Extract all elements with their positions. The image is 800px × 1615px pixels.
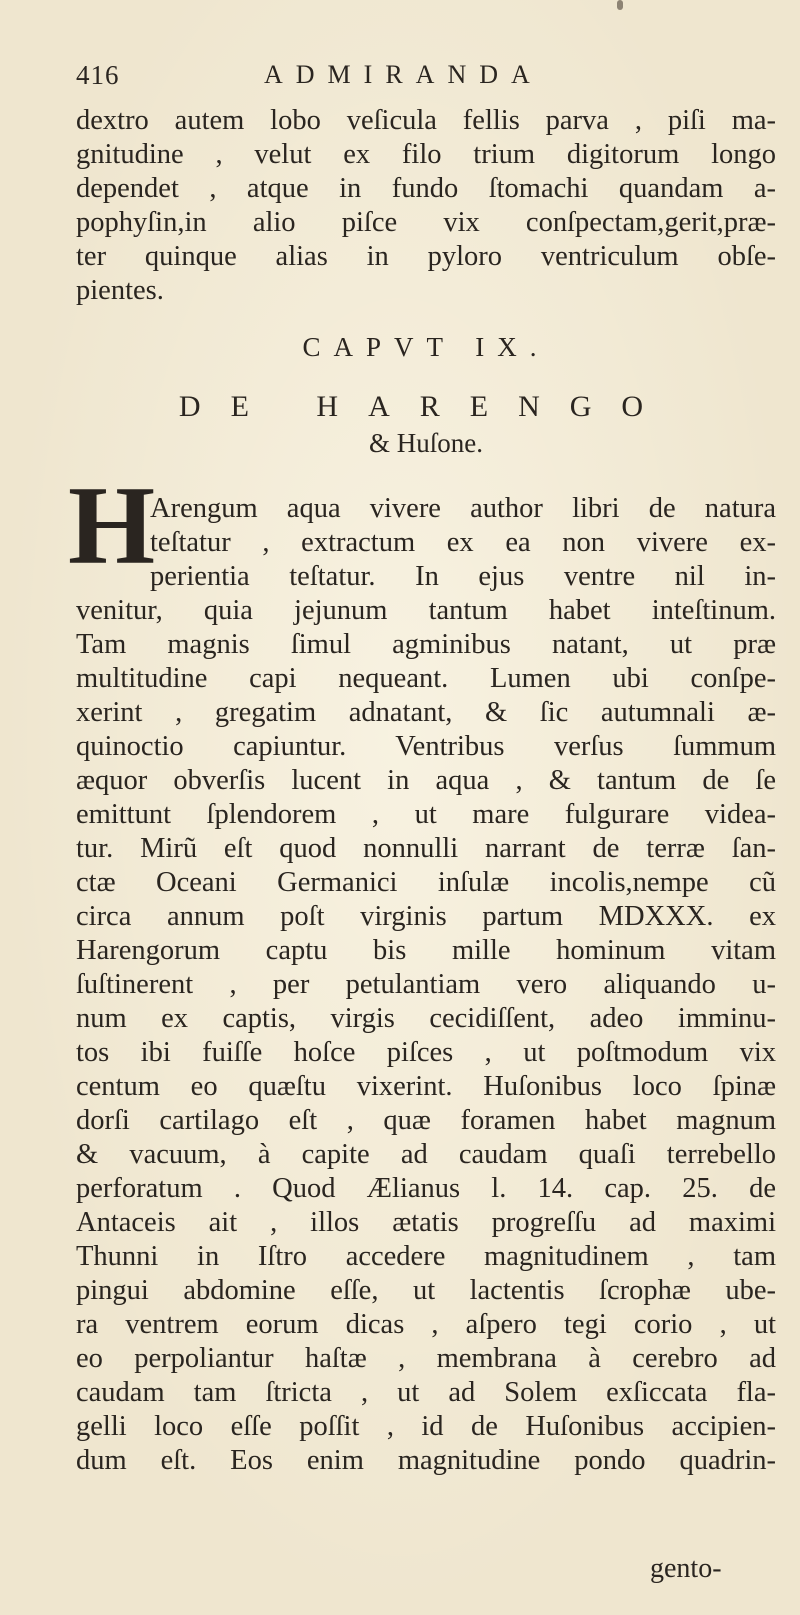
text-line: dum eſt. Eos enim magnitudine pondo quadrin- xyxy=(76,1445,776,1476)
text-line: Thunni in Iſtro accedere magnitudinem , tam xyxy=(76,1241,776,1272)
text-line: circa annum poſt virginis partum MDXXX. ex xyxy=(76,901,776,932)
text-line: perforatum . Quod Ælianus l. 14. cap. 25. de xyxy=(76,1173,776,1204)
page-number: 416 xyxy=(76,60,120,90)
text-line: dorſi cartilago eſt , quæ foramen habet magnum xyxy=(76,1105,776,1136)
text-line: quinoctio capiuntur. Ventribus verſus ſummum xyxy=(76,731,776,762)
text-line: emittunt ſplendorem , ut mare fulgurare videa- xyxy=(76,799,776,830)
text-line: Antaceis ait , illos ætatis progreſſu ad maximi xyxy=(76,1207,776,1238)
chapter-heading: CAPVT IX. xyxy=(302,332,550,362)
section-title: DE HARENGO xyxy=(178,390,674,423)
text-line: ſuſtinerent , per petulantiam vero aliquando u- xyxy=(76,969,776,1000)
text-line: pientes. xyxy=(76,275,164,306)
section-subtitle: & Huſone. xyxy=(369,428,483,458)
running-title: ADMIRANDA xyxy=(264,60,543,89)
text-line: & vacuum, à capite ad caudam quaſi terrebello xyxy=(76,1139,776,1170)
drop-cap: H xyxy=(68,464,156,588)
text-line: tos ibi fuiſſe hoſce piſces , ut poſtmodum vix xyxy=(76,1037,776,1068)
text-line: dextro autem lobo veſicula fellis parva , piſi ma- xyxy=(76,105,776,136)
text-line: ra ventrem eorum dicas , aſpero tegi corio , ut xyxy=(76,1309,776,1340)
text-line: ter quinque alias in pyloro ventriculum obſe- xyxy=(76,241,776,272)
text-line: venitur, quia jejunum tantum habet inteſtinum. xyxy=(76,595,776,626)
text-line: gelli loco eſſe poſſit , id de Huſonibus accipien- xyxy=(76,1411,776,1442)
text-line: perientia teſtatur. In ejus ventre nil in- xyxy=(150,561,776,592)
text-line: eo perpoliantur haſtæ , membrana à cerebro ad xyxy=(76,1343,776,1374)
text-line: Harengorum captu bis mille hominum vitam xyxy=(76,935,776,966)
text-line: ctæ Oceani Germanici inſulæ incolis,nempe cũ xyxy=(76,867,776,898)
text-line: dependet , atque in fundo ſtomachi quandam a- xyxy=(76,173,776,204)
text-line: gnitudine , velut ex filo trium digitorum longo xyxy=(76,139,776,170)
text-line: Arengum aqua vivere author libri de natura xyxy=(150,493,776,524)
text-line: centum eo quæſtu vixerint. Huſonibus loco ſpinæ xyxy=(76,1071,776,1102)
running-head xyxy=(76,60,776,100)
text-line: num ex captis, virgis cecidiſſent, adeo imminu- xyxy=(76,1003,776,1034)
ink-smudge xyxy=(617,0,623,10)
text-line: tur. Mirũ eſt quod nonnulli narrant de terræ ſan- xyxy=(76,833,776,864)
text-line: pingui abdomine eſſe, ut lactentis ſcrophæ ube- xyxy=(76,1275,776,1306)
text-line: Tam magnis ſimul agminibus natant, ut præ xyxy=(76,629,776,660)
text-line: æquor obverſis lucent in aqua , & tantum de ſe xyxy=(76,765,776,796)
text-line: teſtatur , extractum ex ea non vivere ex- xyxy=(150,527,776,558)
catchword: gento- xyxy=(650,1553,722,1584)
text-line: xerint , gregatim adnatant, & ſic autumnali æ- xyxy=(76,697,776,728)
text-line: caudam tam ſtricta , ut ad Solem exſiccata fla- xyxy=(76,1377,776,1408)
text-line: pophyſin,in alio piſce vix conſpectam,gerit,præ- xyxy=(76,207,776,238)
text-line: multitudine capi nequeant. Lumen ubi conſpe- xyxy=(76,663,776,694)
